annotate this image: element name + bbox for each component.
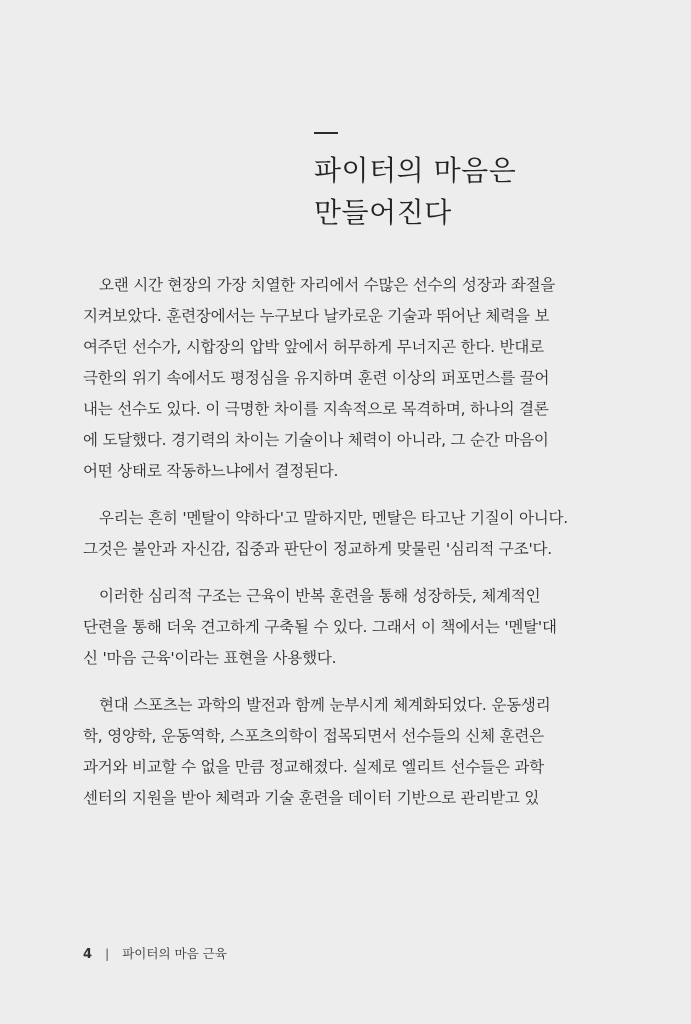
text-line: 학, 영양학, 운동역학, 스포츠의학이 접목되면서 선수들의 신체 훈련은 xyxy=(83,727,544,745)
text-line: 이러한 심리적 구조는 근육이 반복 훈련을 통해 성장하듯, 체계적인 xyxy=(99,587,541,605)
text-line: 단련을 통해 더욱 견고하게 구축될 수 있다. 그래서 이 책에서는 '멘탈'대 xyxy=(83,618,557,636)
body-text xyxy=(83,270,613,830)
running-title: 파이터의 마음 근육 xyxy=(122,946,227,961)
text-line: 여주던 선수가, 시합장의 압박 앞에서 허무하게 무너지곤 한다. 반대로 xyxy=(83,338,544,356)
text-line: 현대 스포츠는 과학의 발전과 함께 눈부시게 체계화되었다. 운동생리 xyxy=(99,696,551,714)
paragraph xyxy=(83,581,613,674)
text-line: 에 도달했다. 경기력의 차이는 기술이나 체력이 아니라, 그 순간 마음이 xyxy=(83,431,549,449)
title-rule xyxy=(314,132,338,134)
chapter-title xyxy=(314,150,516,234)
paragraph xyxy=(83,690,613,814)
text-line: 과거와 비교할 수 없을 만큼 정교해졌다. 실제로 엘리트 선수들은 과학 xyxy=(83,758,544,776)
footer-separator: | xyxy=(105,946,110,961)
text-line: 신 '마음 근육'이라는 표현을 사용했다. xyxy=(83,649,337,667)
page-number: 4 xyxy=(83,947,93,962)
text-line: 지켜보았다. 훈련장에서는 누구보다 날카로운 기술과 뛰어난 체력을 보 xyxy=(83,307,550,325)
text-line: 그것은 불안과 자신감, 집중과 판단이 정교하게 맞물린 '심리적 구조'다. xyxy=(83,540,553,558)
paragraph xyxy=(83,270,613,487)
chapter-title-line: 만들어진다 xyxy=(314,196,452,229)
page-footer xyxy=(83,944,227,962)
text-line: 우리는 흔히 '멘탈이 약하다'고 말하지만, 멘탈은 타고난 기질이 아니다. xyxy=(99,509,569,527)
text-line: 오랜 시간 현장의 가장 치열한 자리에서 수많은 선수의 성장과 좌절을 xyxy=(99,276,556,294)
paragraph xyxy=(83,503,613,565)
text-line: 내는 선수도 있다. 이 극명한 차이를 지속적으로 목격하며, 하나의 결론 xyxy=(83,400,549,418)
text-line: 극한의 위기 속에서도 평정심을 유지하며 훈련 이상의 퍼포먼스를 끌어 xyxy=(83,369,550,387)
text-line: 어떤 상태로 작동하느냐에서 결정된다. xyxy=(83,462,339,480)
chapter-title-line: 파이터의 마음은 xyxy=(314,154,517,187)
text-line: 센터의 지원을 받아 체력과 기술 훈련을 데이터 기반으로 관리받고 있 xyxy=(83,789,540,807)
